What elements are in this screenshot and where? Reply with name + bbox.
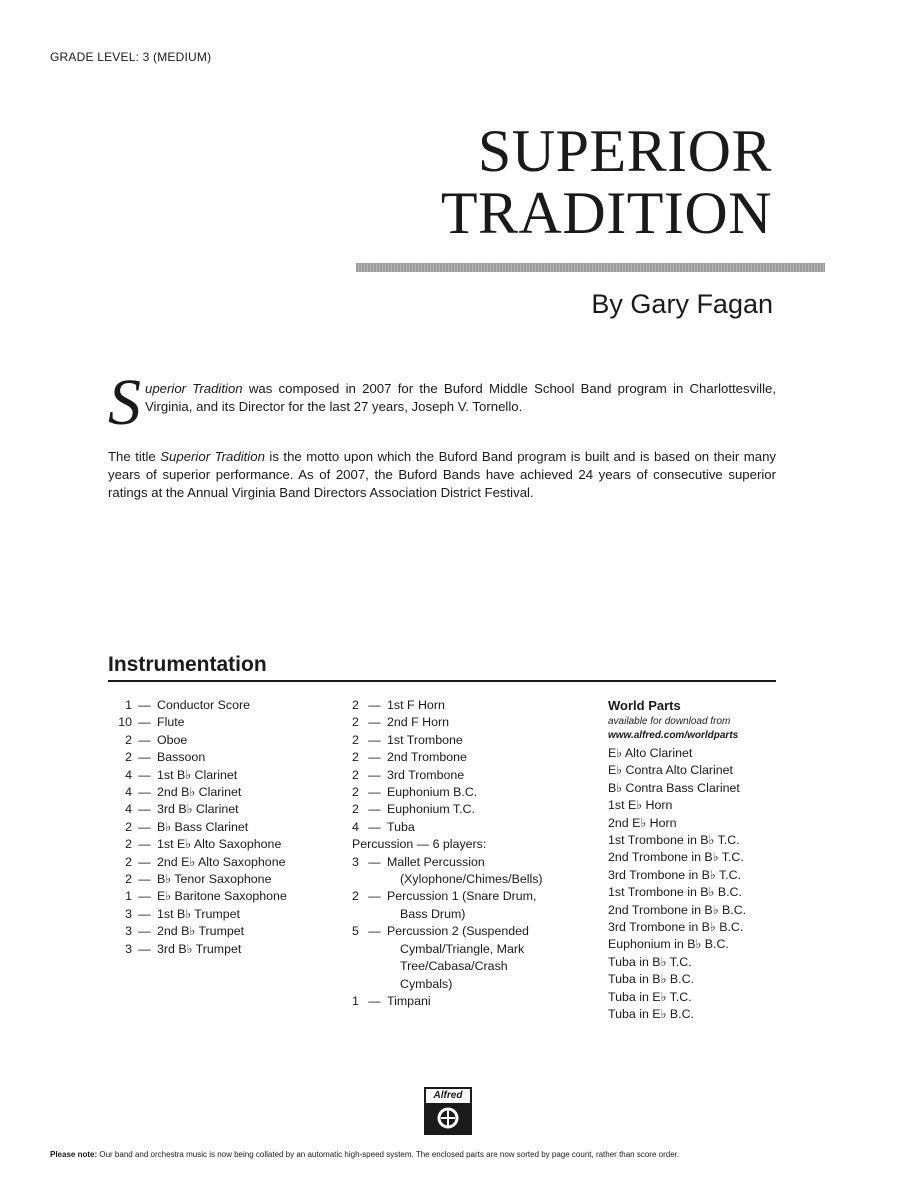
- instrument-row: [108, 697, 338, 714]
- instrument-name-continued: Cymbals): [400, 976, 453, 991]
- instrument-name: Flute: [157, 715, 185, 730]
- dash-separator: —: [368, 819, 381, 834]
- title-line-1: SUPERIOR: [477, 118, 772, 184]
- instrument-count: 3: [125, 924, 132, 939]
- instrumentation-rule: [108, 680, 776, 682]
- intro-paragraph-1: [145, 380, 776, 416]
- instrument-name: Percussion 2 (Suspended: [387, 924, 529, 939]
- page-title: [441, 120, 772, 244]
- instrument-row: [108, 749, 338, 766]
- instrument-row: [108, 732, 338, 749]
- instrument-count: 2: [352, 767, 359, 782]
- world-part-item: 3rd Trombone in B♭ T.C.: [608, 867, 742, 882]
- instrument-name: 3rd Trombone: [387, 767, 465, 782]
- instrument-row: [352, 749, 592, 766]
- dash-separator: —: [368, 715, 381, 730]
- footer-note-text: Our band and orchestra music is now being collated by an automatic high-speed system. The enclosed parts are now sorted by page count, rather than score order.: [97, 1150, 680, 1159]
- instrument-name: 1st B♭ Trumpet: [157, 906, 240, 921]
- instrument-row: [352, 854, 592, 871]
- instrument-count: 2: [125, 872, 132, 887]
- instrument-name: 1st E♭ Alto Saxophone: [157, 837, 282, 852]
- instrument-name: 3rd B♭ Clarinet: [157, 802, 239, 817]
- instrument-count: 10: [118, 715, 132, 730]
- dash-separator: —: [138, 732, 151, 747]
- instrument-count: 2: [352, 785, 359, 800]
- world-part-item: Tuba in B♭ B.C.: [608, 972, 694, 987]
- instrument-name: Timpani: [387, 993, 431, 1008]
- dash-separator: —: [138, 750, 151, 765]
- dash-separator: —: [138, 802, 151, 817]
- instrument-count: 3: [125, 941, 132, 956]
- instrument-count: 1: [125, 698, 132, 712]
- instrument-row: [108, 854, 338, 871]
- world-part-item: Tuba in E♭ B.C.: [608, 1007, 694, 1022]
- instrument-name: 1st Trombone: [387, 732, 463, 747]
- instrument-row: [352, 819, 592, 836]
- world-part-item: 2nd Trombone in B♭ B.C.: [608, 902, 747, 917]
- dash-separator: —: [138, 889, 151, 904]
- dash-separator: —: [138, 715, 151, 730]
- instrument-count: 2: [352, 698, 359, 712]
- instrument-row: [352, 993, 592, 1010]
- instrument-name-continued: Bass Drum): [400, 906, 466, 921]
- world-part-item: Tuba in B♭ T.C.: [608, 954, 692, 969]
- world-parts-list: [608, 745, 788, 1024]
- instrument-count: 2: [125, 750, 132, 765]
- intro-p1-text: was composed in 2007 for the Buford Middle School Band program in Charlottesville, Virginia, and its Director for the last 27 years, Joseph V. Tornello.: [145, 381, 776, 414]
- instrument-name: Euphonium B.C.: [387, 785, 478, 800]
- world-part-item: 1st Trombone in B♭ B.C.: [608, 885, 742, 900]
- intro-paragraph-2: [108, 448, 776, 502]
- world-part-item: 2nd E♭ Horn: [608, 815, 677, 830]
- instrument-count: 2: [352, 732, 359, 747]
- world-part-item: Euphonium in B♭ B.C.: [608, 937, 729, 952]
- world-part-item: 3rd Trombone in B♭ B.C.: [608, 920, 744, 935]
- dash-separator: —: [138, 767, 151, 782]
- instrument-row: [108, 714, 338, 731]
- dash-separator: —: [368, 785, 381, 800]
- instrument-row: [352, 732, 592, 749]
- dash-separator: —: [368, 993, 381, 1008]
- world-part-item: Tuba in E♭ T.C.: [608, 989, 692, 1004]
- instrument-name: 2nd B♭ Trumpet: [157, 924, 245, 939]
- world-parts-title: World Parts: [608, 698, 681, 713]
- instrument-count: 5: [352, 924, 359, 939]
- instrument-row: [352, 888, 592, 905]
- instrument-count: 2: [352, 802, 359, 817]
- instrument-count: 2: [125, 732, 132, 747]
- title-divider: [356, 263, 825, 272]
- instrument-column-1: [108, 697, 338, 958]
- instrument-row: [108, 836, 338, 853]
- title-line-2: TRADITION: [440, 180, 772, 246]
- world-part-item: B♭ Contra Bass Clarinet: [608, 780, 740, 795]
- alfred-logo-mark: [434, 1106, 462, 1130]
- instrument-row: [352, 923, 592, 940]
- instrument-count: 1: [352, 993, 359, 1008]
- world-part-item: 1st E♭ Horn: [608, 798, 673, 813]
- instrument-count: 2: [125, 854, 132, 869]
- instrument-column-2: [352, 697, 592, 1010]
- footer-note-label: Please note:: [50, 1150, 98, 1159]
- instrument-name: 2nd F Horn: [387, 715, 449, 730]
- dash-separator: —: [138, 872, 151, 887]
- instrument-count: 4: [125, 785, 132, 800]
- world-parts-subtitle: available for download from: [608, 716, 731, 727]
- instrument-count: 3: [125, 906, 132, 921]
- world-parts-url[interactable]: www.alfred.com/worldparts: [608, 730, 739, 741]
- instrument-name: B♭ Tenor Saxophone: [157, 872, 272, 887]
- intro-p2-text: is the motto upon which the Buford Band program is built and is based on their many years of superior performance. As of 2007, the Buford Bands have achieved 24 years of consecutive superior ratings at the Annual Virginia Band Directors Association District Festival.: [108, 449, 776, 500]
- instrument-row: [108, 906, 338, 923]
- instrument-name: Mallet Percussion: [387, 854, 485, 869]
- instrument-name: 2nd B♭ Clarinet: [157, 785, 242, 800]
- dash-separator: —: [138, 854, 151, 869]
- dash-separator: —: [368, 854, 381, 869]
- instrument-name: E♭ Baritone Saxophone: [157, 889, 287, 904]
- instrument-name: 2nd E♭ Alto Saxophone: [157, 854, 286, 869]
- instrument-row: [352, 784, 592, 801]
- alfred-logo-text: Alfred: [426, 1089, 470, 1103]
- alfred-logo: [424, 1087, 472, 1135]
- drop-cap: S: [108, 366, 141, 439]
- dash-separator: —: [368, 889, 381, 904]
- instrument-name: Percussion 1 (Snare Drum,: [387, 889, 537, 904]
- instrument-count: 2: [352, 889, 359, 904]
- dash-separator: —: [138, 906, 151, 921]
- instrument-count: 4: [125, 767, 132, 782]
- instrument-row: [108, 801, 338, 818]
- dash-separator: —: [138, 819, 151, 834]
- instrument-count: 1: [125, 889, 132, 904]
- dash-separator: —: [138, 924, 151, 939]
- instrument-row: [108, 819, 338, 836]
- instrument-row: [108, 923, 338, 940]
- instrument-count: 4: [125, 802, 132, 817]
- instrument-row: [108, 871, 338, 888]
- instrument-name: B♭ Bass Clarinet: [157, 819, 249, 834]
- dash-separator: —: [368, 698, 381, 712]
- instrument-row: [352, 801, 592, 818]
- dash-separator: —: [368, 732, 381, 747]
- instrument-name: Oboe: [157, 732, 188, 747]
- instrument-count: 4: [352, 819, 359, 834]
- dash-separator: —: [368, 767, 381, 782]
- footer-note: [50, 1150, 679, 1159]
- instrument-name-continued: Cymbal/Triangle, Mark: [400, 941, 525, 956]
- instrument-count: 3: [352, 854, 359, 869]
- percussion-list: [352, 854, 592, 1011]
- instrument-count: 2: [125, 819, 132, 834]
- instrument-name-continued: (Xylophone/Chimes/Bells): [400, 872, 543, 887]
- instrument-row: [352, 714, 592, 731]
- dash-separator: —: [138, 941, 151, 956]
- instrument-name: 1st B♭ Clarinet: [157, 767, 238, 782]
- instrument-row: [108, 784, 338, 801]
- dash-separator: —: [368, 802, 381, 817]
- world-part-item: E♭ Alto Clarinet: [608, 746, 693, 760]
- dash-separator: —: [138, 698, 151, 712]
- brass-list: [352, 697, 592, 836]
- byline: By Gary Fagan: [591, 289, 773, 319]
- instrument-name: 3rd B♭ Trumpet: [157, 941, 242, 956]
- instrument-count: 2: [352, 750, 359, 765]
- dash-separator: —: [368, 750, 381, 765]
- instrument-row: [108, 941, 338, 958]
- instrument-row: [352, 697, 592, 714]
- instrumentation-heading: Instrumentation: [108, 653, 267, 676]
- world-part-item: 1st Trombone in B♭ T.C.: [608, 833, 740, 848]
- instrument-name: 2nd Trombone: [387, 750, 467, 765]
- intro-p2-italic: Superior Tradition: [160, 449, 265, 464]
- grade-level: GRADE LEVEL: 3 (MEDIUM): [50, 50, 212, 64]
- world-part-item: E♭ Contra Alto Clarinet: [608, 763, 733, 778]
- instrument-name: Tuba: [387, 819, 415, 834]
- dash-separator: —: [138, 785, 151, 800]
- intro-title-italic: uperior Tradition: [145, 381, 243, 396]
- instrument-name: Conductor Score: [157, 698, 250, 712]
- percussion-label: Percussion — 6 players:: [352, 837, 487, 852]
- dash-separator: —: [368, 924, 381, 939]
- instrument-name: Bassoon: [157, 750, 206, 765]
- world-parts-column: [608, 697, 788, 1024]
- instrument-name: Euphonium T.C.: [387, 802, 475, 817]
- instrument-name: 1st F Horn: [387, 698, 445, 712]
- instrument-count: 2: [125, 837, 132, 852]
- instrument-count: 2: [352, 715, 359, 730]
- instrument-row: [108, 888, 338, 905]
- instrument-row: [352, 767, 592, 784]
- dash-separator: —: [138, 837, 151, 852]
- world-part-item: 2nd Trombone in B♭ T.C.: [608, 850, 744, 865]
- instrument-row: [108, 767, 338, 784]
- intro-p2-start: The title: [108, 449, 161, 464]
- instrument-name-continued: Tree/Cabasa/Crash: [400, 959, 508, 974]
